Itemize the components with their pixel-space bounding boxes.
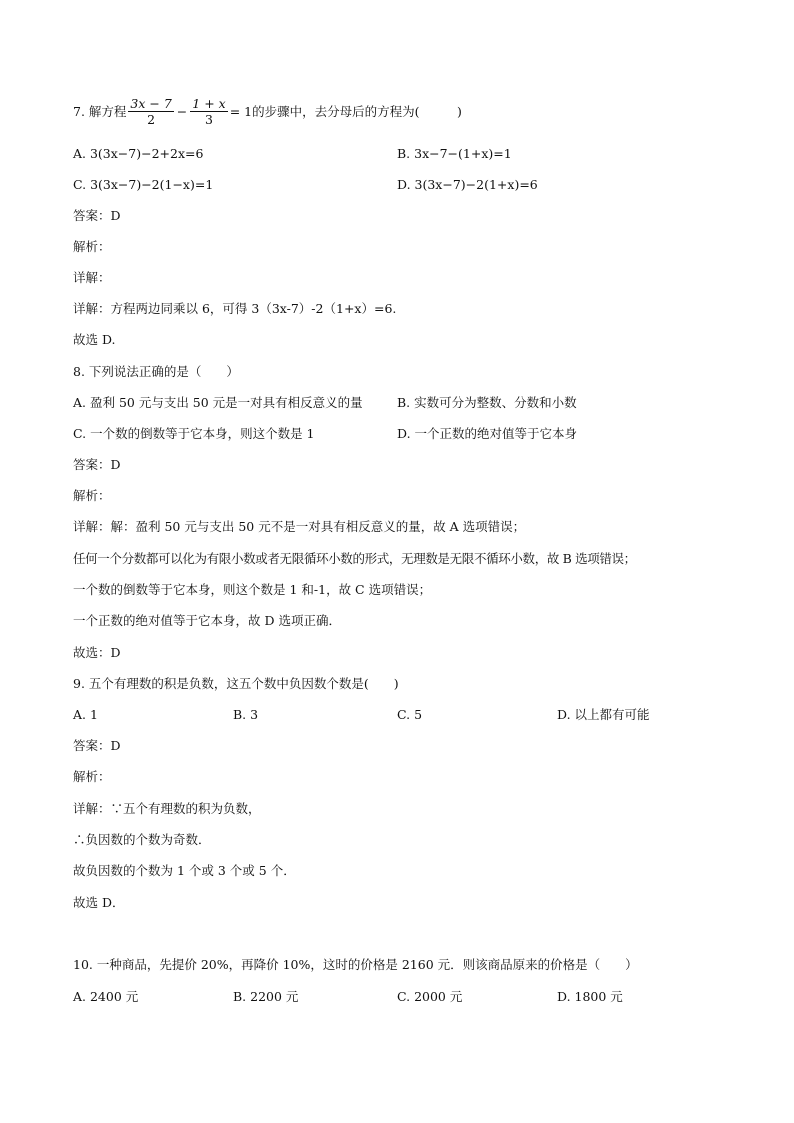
q7-option-a: A. 3(3x−7)−2+2x=6 [73, 146, 204, 161]
q7-question [73, 96, 462, 127]
q7-detail-label: 详解： [73, 270, 111, 285]
q7-fraction-2 [190, 96, 227, 127]
q8-choose: 故选：D [73, 645, 121, 660]
q8-question: 8. 下列说法正确的是（ ） [73, 364, 239, 379]
q10-option-d: D. 1800 元 [557, 989, 623, 1004]
q7-frac2-numerator: 1 + x [192, 96, 226, 111]
q7-choose: 故选 D. [73, 332, 116, 347]
q8-analysis-label: 解析： [73, 488, 111, 503]
q8-detail-line-3: 一个数的倒数等于它本身，则这个数是 1 和-1，故 C 选项错误； [73, 582, 432, 597]
q7-analysis-label: 解析： [73, 239, 111, 254]
q9-option-b: B. 3 [233, 707, 259, 722]
q7-minus-sign: − [176, 103, 188, 119]
q7-frac1-denominator: 2 [147, 112, 156, 127]
q9-option-a: A. 1 [73, 707, 98, 722]
q8-answer: 答案：D [73, 457, 121, 472]
q9-analysis-label: 解析： [73, 769, 111, 784]
q9-option-d: D. 以上都有可能 [557, 707, 650, 722]
q9-question: 9. 五个有理数的积是负数，这五个数中负因数个数是( ) [73, 676, 399, 691]
q8-detail-line-1: 详解：解：盈利 50 元与支出 50 元不是一对具有相反意义的量，故 A 选项错误； [73, 519, 526, 534]
q8-option-b: B. 实数可分为整数、分数和小数 [397, 395, 577, 410]
q8-option-c: C. 一个数的倒数等于它本身，则这个数是 1 [73, 426, 315, 441]
q7-fraction-1 [128, 96, 173, 127]
q7-answer: 答案：D [73, 208, 121, 223]
q9-detail-line-2: ∴负因数的个数为奇数． [73, 832, 211, 847]
q9-option-c: C. 5 [397, 707, 423, 722]
q7-suffix: = 1的步骤中，去分母后的方程为( ) [229, 103, 462, 119]
q8-option-a: A. 盈利 50 元与支出 50 元是一对具有相反意义的量 [73, 395, 363, 410]
q9-detail-line-1: 详解：∵五个有理数的积为负数， [73, 801, 261, 816]
q7-frac1-numerator: 3x − 7 [130, 96, 172, 111]
q10-option-a: A. 2400 元 [73, 989, 139, 1004]
q10-question: 10. 一种商品，先提价 20%，再降价 10%，这时的价格是 2160 元．则该商品原来的价格是（ ） [73, 957, 638, 972]
q7-prefix: 7. 解方程 [73, 103, 127, 119]
q7-option-c: C. 3(3x−7)−2(1−x)=1 [73, 177, 214, 192]
q10-option-c: C. 2000 元 [397, 989, 463, 1004]
q8-detail-line-4: 一个正数的绝对值等于它本身，故 D 选项正确． [73, 613, 341, 628]
q8-detail-line-2: 任何一个分数都可以化为有限小数或者无限循环小数的形式，无理数是无限不循环小数，故 B 选项错误； [73, 551, 636, 566]
q7-detail: 详解：方程两边同乘以 6，可得 3（3x-7）-2（1+x）=6. [73, 301, 397, 316]
q7-option-b: B. 3x−7−(1+x)=1 [397, 146, 512, 161]
q9-detail-line-3: 故负因数的个数为 1 个或 3 个或 5 个． [73, 863, 296, 878]
q10-option-b: B. 2200 元 [233, 989, 299, 1004]
q9-choose: 故选 D． [73, 895, 125, 910]
q7-frac2-denominator: 3 [205, 112, 213, 127]
q9-answer: 答案：D [73, 738, 121, 753]
q8-option-d: D. 一个正数的绝对值等于它本身 [397, 426, 578, 441]
q7-option-d: D. 3(3x−7)−2(1+x)=6 [397, 177, 538, 192]
